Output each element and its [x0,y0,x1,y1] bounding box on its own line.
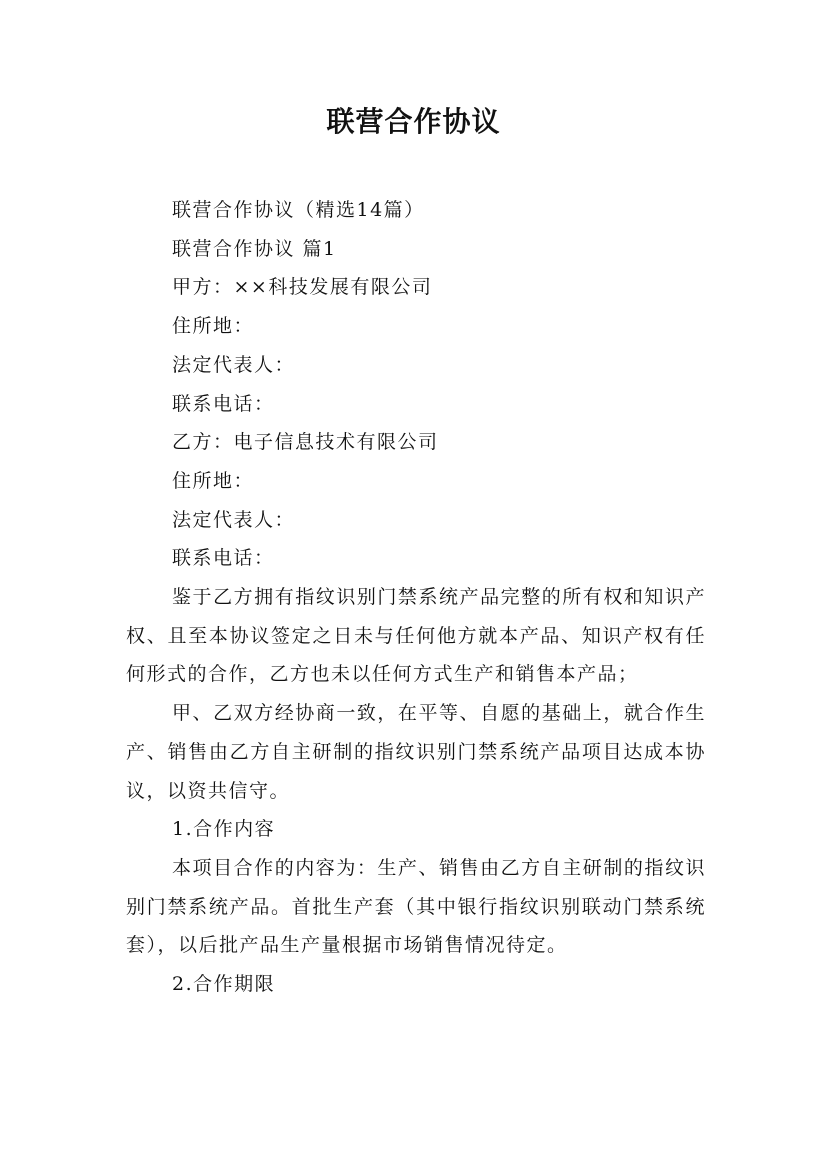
agreement-paragraph: 甲、乙双方经协商一致，在平等、自愿的基础上，就合作生产、销售由乙方自主研制的指纹识别门禁系统产品项目达成本协议，以资共信守。 [126,702,706,802]
document-title: 联营合作协议 [326,105,501,138]
chapter-heading: 联营合作协议 篇1 [172,237,337,260]
section-heading: 2.合作期限 [172,973,276,996]
party-a-representative: 法定代表人： [172,353,296,376]
party-a-name: 甲方：××科技发展有限公司 [172,276,433,299]
party-b-address: 住所地： [172,469,255,492]
section-heading: 1.合作内容 [172,818,276,841]
party-a-address: 住所地： [172,315,255,338]
section-paragraph: 本项目合作的内容为：生产、销售由乙方自主研制的指纹识别门禁系统产品。首批生产套（其中银行指纹识别联动门禁系统套），以后批产品生产量根据市场销售情况待定。 [126,856,706,957]
recital-paragraph: 鉴于乙方拥有指纹识别门禁系统产品完整的所有权和知识产权、且至本协议签定之日未与任何他方就本产品、知识产权有任何形式的合作，乙方也未以任何方式生产和销售本产品； [126,586,706,686]
party-b-representative: 法定代表人： [172,508,296,531]
party-a-phone: 联系电话： [172,392,275,415]
party-b-name: 乙方：电子信息技术有限公司 [172,431,439,454]
party-b-phone: 联系电话： [172,547,275,570]
subtitle-line: 联营合作协议（精选14篇） [172,199,425,221]
document-body [126,191,706,1004]
